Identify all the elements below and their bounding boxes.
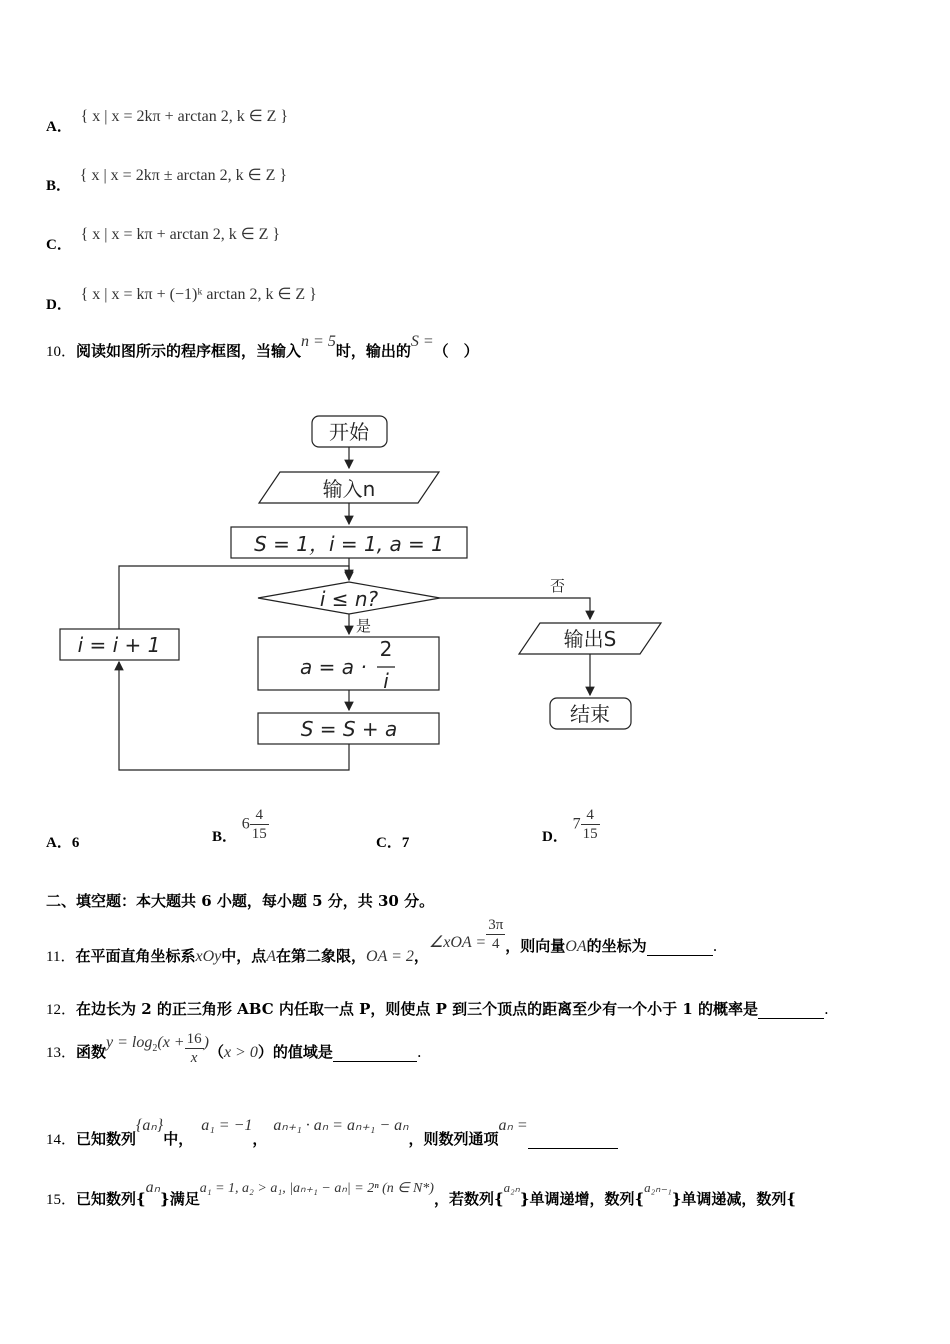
q15-math: a₂ₙ <box>503 1180 520 1195</box>
q13-math: x > 0 <box>223 1043 258 1061</box>
q15-stem <box>46 1176 797 1208</box>
q11-math: OA <box>565 937 587 955</box>
q13-math: y = log <box>106 1033 153 1051</box>
q10-option-a <box>46 831 79 852</box>
question-number: 14． <box>46 1132 77 1148</box>
option-label: C． <box>376 835 402 851</box>
q11-math: ∠xOA = <box>428 933 487 951</box>
option-label: C． <box>46 237 72 253</box>
fraction-numerator: 4 <box>250 806 269 825</box>
q11-text: 在平面直角坐标系 <box>75 946 196 965</box>
mixed-number-fraction <box>250 806 269 843</box>
q15-math: a₂ₙ₋₁ <box>644 1180 672 1195</box>
q13-text: ）的值域是 <box>257 1042 333 1061</box>
answer-blank[interactable] <box>758 1000 824 1019</box>
answer-blank[interactable] <box>333 1043 417 1062</box>
fraction-denominator: 15 <box>582 826 598 842</box>
option-value: 7 <box>401 835 410 851</box>
q14-math: aₙ = <box>498 1117 528 1134</box>
q15-text: 已知数列{ <box>76 1190 146 1208</box>
section-heading: 二、填空题：本大题共 6 小题，每小题 5 分，共 30 分。 <box>46 892 435 910</box>
q11-math: OA = 2 <box>366 947 414 965</box>
input-label: 输入n <box>322 477 376 501</box>
mixed-number-fraction <box>581 806 600 843</box>
q14-text: ， <box>252 1130 268 1148</box>
q12-text: . <box>824 1000 829 1018</box>
q14-math: aₙ₊₁ · aₙ = aₙ₊₁ − aₙ <box>273 1117 409 1134</box>
answer-blank[interactable] <box>528 1130 618 1149</box>
q13-math: (x + <box>157 1033 185 1051</box>
q10-text-b: 时，输出的 <box>335 342 411 360</box>
answer-blank[interactable] <box>647 937 713 956</box>
q13-math: ) <box>203 1033 209 1051</box>
option-set-expression: { x | x = kπ + (−1)ᵏ arctan 2, k ∈ Z } <box>80 286 317 303</box>
end-label: 结束 <box>570 702 610 726</box>
option-label: A． <box>46 119 72 135</box>
q12-stem <box>46 998 829 1019</box>
q10-option-c <box>376 831 409 852</box>
q11-math: xOy <box>195 947 222 965</box>
no-label: 否 <box>550 577 566 595</box>
option-set-expression: { x | x = 2kπ ± arctan 2, k ∈ Z } <box>79 167 288 184</box>
mixed-number-whole: 6 <box>241 815 250 833</box>
q11-angle-fraction <box>486 916 505 953</box>
sum-label: S = S + a <box>300 717 398 741</box>
option-label: B． <box>212 828 238 845</box>
q15-math: a₁ = 1, a₂ > a₁, |aₙ₊₁ − aₙ| = 2ⁿ (n ∈ N*) <box>199 1181 434 1196</box>
q11-stem <box>46 916 718 965</box>
question-number: 11． <box>46 948 76 965</box>
q10-math-s: S = <box>410 333 434 350</box>
option-value: 6 <box>71 835 80 851</box>
question-number: 13． <box>46 1044 77 1061</box>
q11-text: 中，点 <box>221 946 267 965</box>
fraction-denominator: 15 <box>251 826 267 842</box>
assign-a-label: a = a · <box>300 655 367 679</box>
q11-text: ，则向量 <box>505 936 566 955</box>
fraction-denominator: x <box>190 1050 198 1066</box>
q11-text: ， <box>413 946 429 965</box>
q10-text-a: 阅读如图所示的程序框图，当输入 <box>76 342 302 360</box>
q13-log-base: 2 <box>152 1042 158 1054</box>
option-set-expression: { x | x = kπ + arctan 2, k ∈ Z } <box>80 226 281 243</box>
question-number: 10． <box>46 344 77 360</box>
fraction-denominator: 4 <box>491 936 500 952</box>
fraction-numerator: 16 <box>186 1031 202 1047</box>
q11-text: 在第二象限， <box>276 946 367 965</box>
increment-label: i = i + 1 <box>77 633 161 657</box>
q14-text: 中， <box>163 1130 194 1148</box>
option-label: B． <box>46 178 72 194</box>
option-set-expression: { x | x = 2kπ + arctan 2, k ∈ Z } <box>80 108 289 125</box>
q15-text: }单调递减，数列{ <box>671 1190 797 1208</box>
yes-label: 是 <box>356 617 372 635</box>
option-label: D． <box>542 828 568 845</box>
increment-to-condition-line <box>119 566 349 629</box>
q15-math: aₙ <box>145 1179 161 1196</box>
q15-text: ，若数列{ <box>433 1190 504 1208</box>
q10-answer-paren: （ ） <box>433 342 479 360</box>
q15-text: }满足 <box>160 1190 200 1208</box>
fraction-numerator: 3π <box>488 917 504 933</box>
q13-text: . <box>416 1042 422 1061</box>
q13-text: （ <box>208 1042 224 1061</box>
q12-text: 在边长为 2 的正三角形 ABC 内任取一点 P，则使点 P 到三个顶点的距离至少有一个小于 1 的概率是 <box>76 1000 758 1018</box>
fraction-denominator: i <box>383 669 389 693</box>
q14-math: {aₙ} <box>136 1117 164 1134</box>
q13-text: 函数 <box>76 1042 107 1061</box>
output-label: 输出S <box>563 627 617 651</box>
q11-math: A <box>266 947 277 965</box>
init-label: S = 1，i = 1, a = 1 <box>254 532 444 556</box>
question-number: 15． <box>46 1192 77 1208</box>
q13-stem <box>46 1030 422 1067</box>
condition-label: i ≤ n? <box>319 587 379 611</box>
q11-text: 的坐标为 <box>586 936 647 955</box>
q10-option-d <box>542 806 600 843</box>
no-branch-line <box>440 598 590 619</box>
option-label: A． <box>46 835 72 851</box>
q14-text: 已知数列 <box>76 1130 137 1148</box>
q13-fraction <box>185 1030 204 1067</box>
q14-math: a₁ = −1 <box>201 1117 253 1134</box>
q10-math-n: n = 5 <box>301 333 336 350</box>
fraction-numerator: 2 <box>379 637 393 661</box>
question-number: 12． <box>46 1002 77 1018</box>
mixed-number-whole: 7 <box>572 815 581 833</box>
q15-text: }单调递增，数列{ <box>519 1190 645 1208</box>
q14-text: ，则数列通项 <box>408 1130 499 1148</box>
q14-stem <box>46 1114 618 1148</box>
start-label: 开始 <box>329 420 369 444</box>
q11-text: . <box>712 936 718 955</box>
option-label: D． <box>46 297 72 313</box>
q10-option-b <box>212 806 269 843</box>
fraction-numerator: 4 <box>581 806 600 825</box>
